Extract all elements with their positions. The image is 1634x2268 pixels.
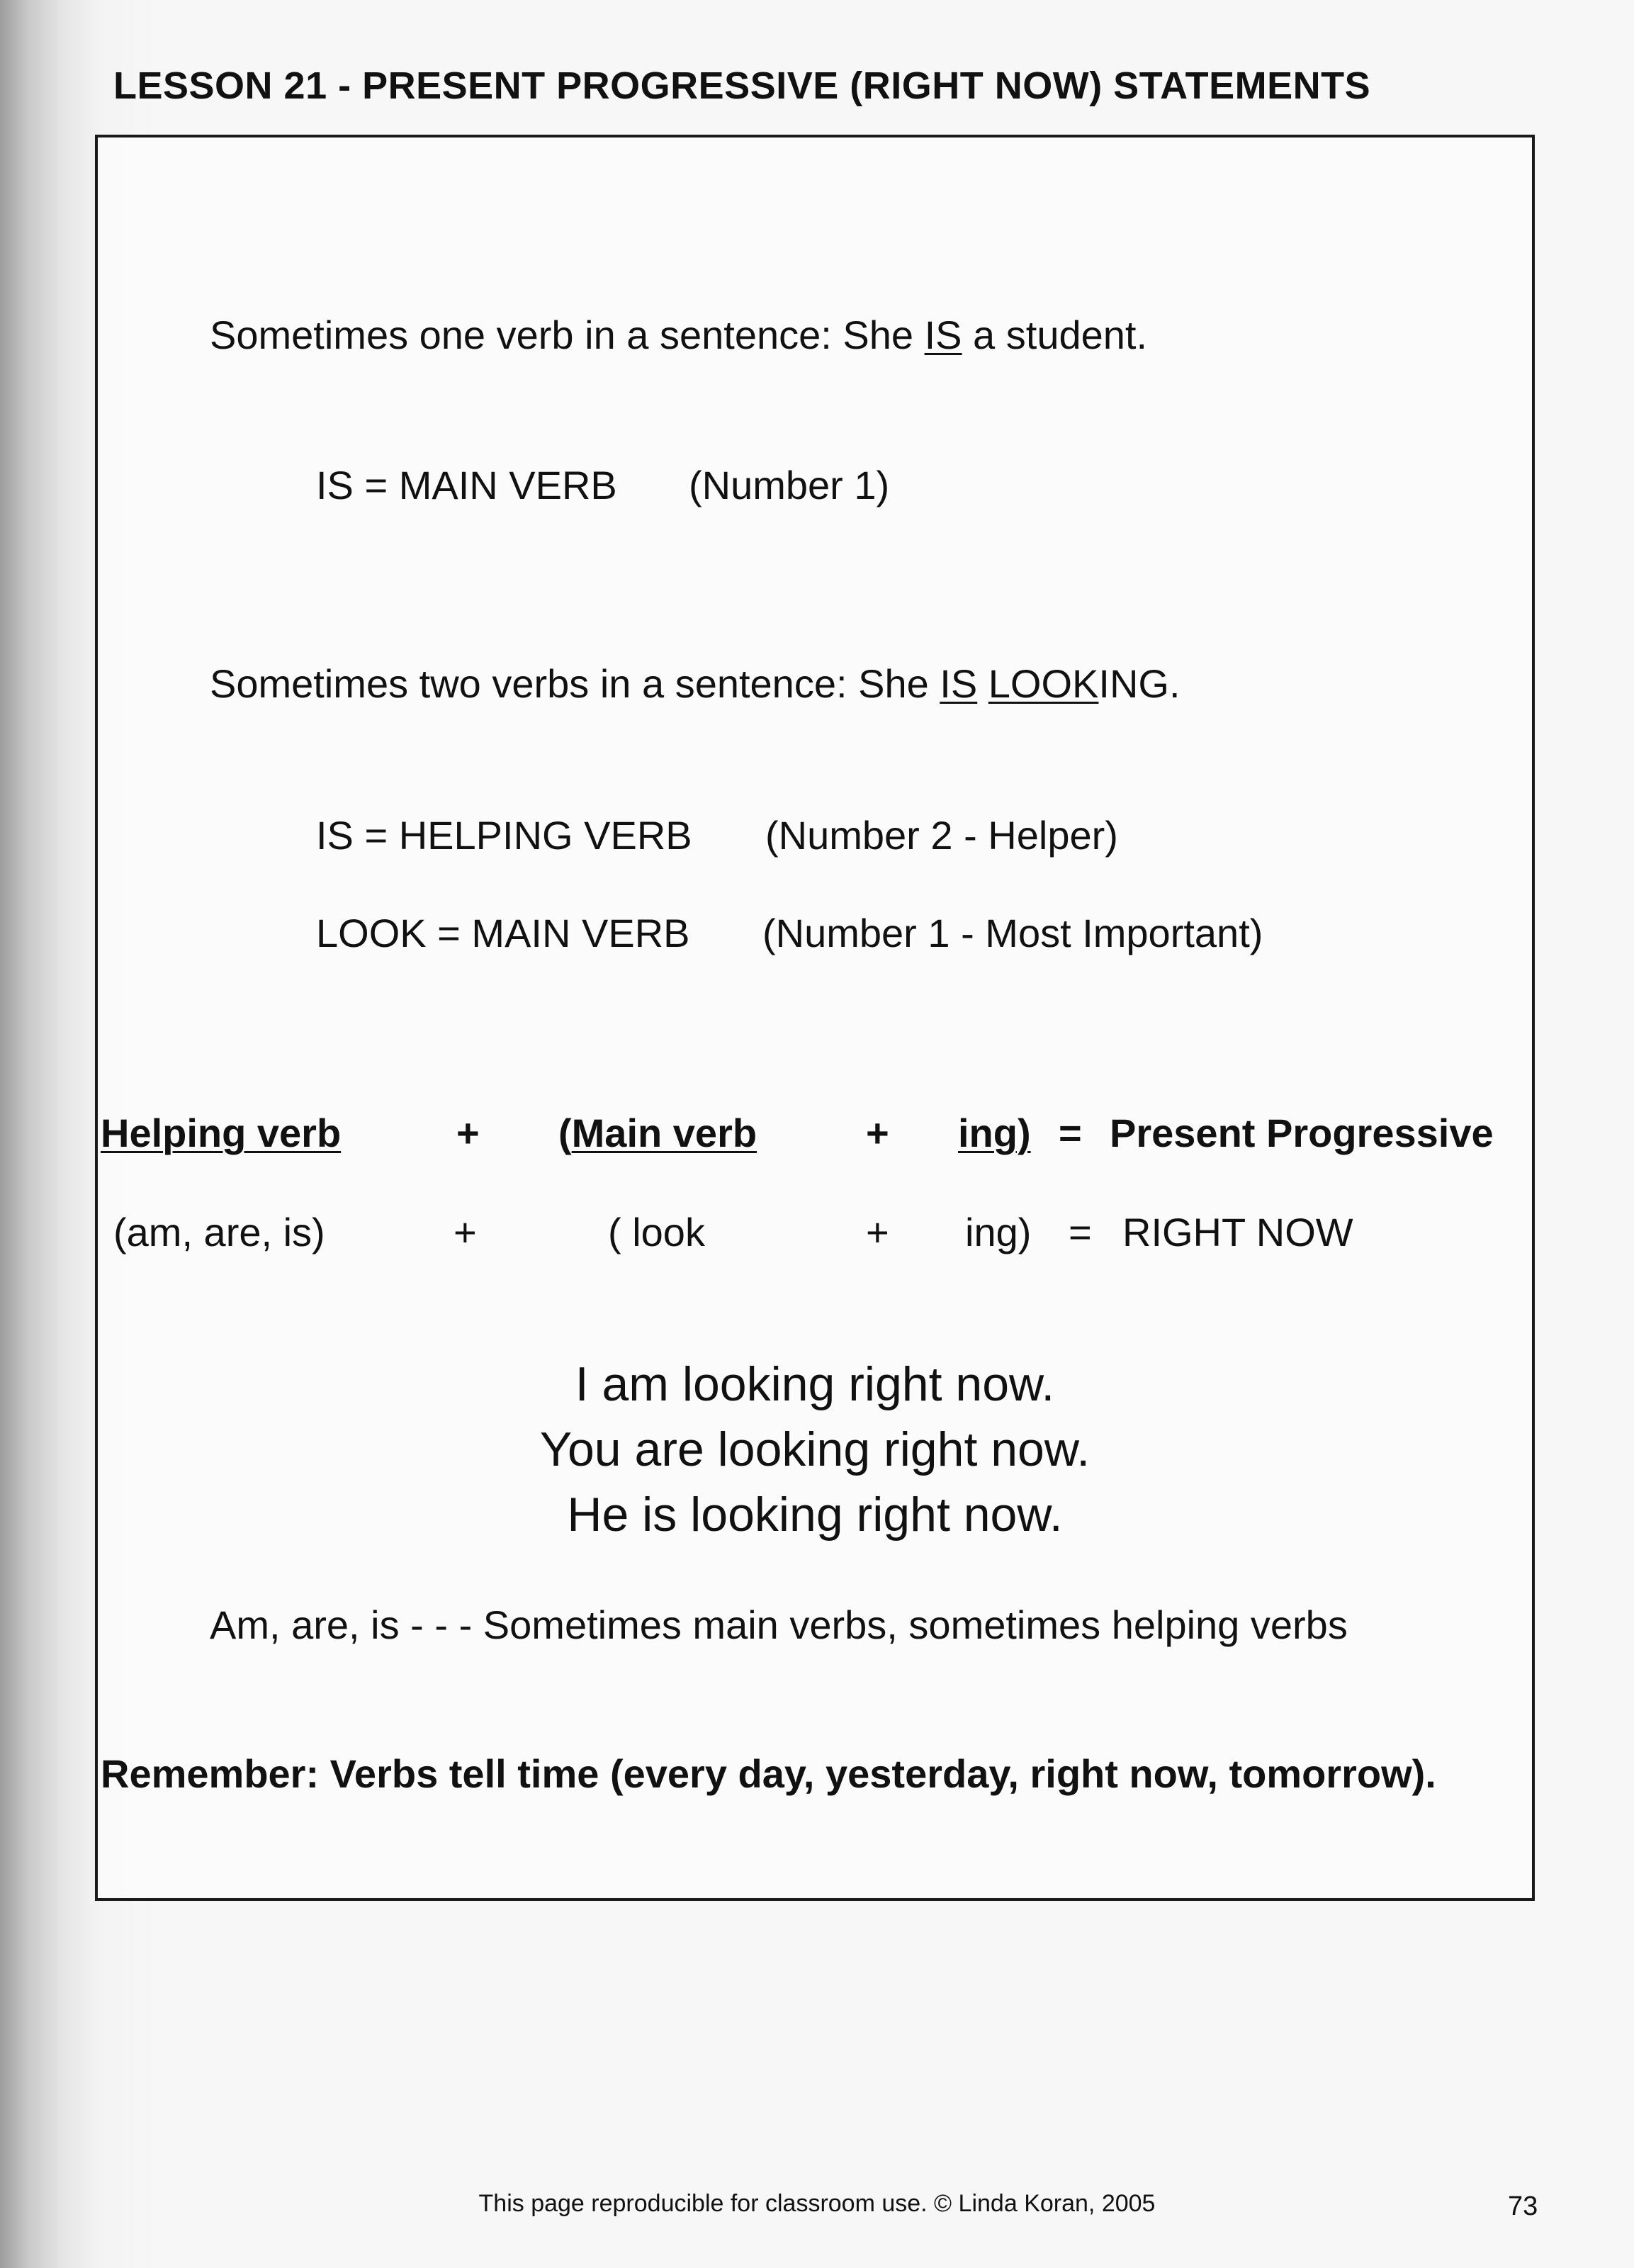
formula-ing: ing) xyxy=(958,1111,1031,1155)
one-verb-suffix: a student. xyxy=(962,313,1148,357)
formula-main-verb-text: Main verb xyxy=(571,1111,757,1155)
formula-main-verb: (Main verb xyxy=(558,1111,757,1155)
example-verb: ( look xyxy=(608,1210,705,1254)
formula-equals: = xyxy=(1059,1111,1082,1155)
remember-note: Remember: Verbs tell time (every day, yesterday, right now, tomorrow). xyxy=(101,1751,1436,1796)
sentence-3: He is looking right now. xyxy=(567,1487,1063,1542)
page-title: LESSON 21 - PRESENT PROGRESSIVE (RIGHT NOW) STATEMENTS xyxy=(113,64,1371,107)
sentence-2: You are looking right now. xyxy=(539,1422,1091,1476)
formula-plus-2: + xyxy=(866,1111,889,1155)
helping-verb-label: IS = HELPING VERB xyxy=(316,813,692,858)
main-verb-note: (Number 1) xyxy=(689,463,890,507)
two-verbs-underlined-is: IS xyxy=(940,661,978,706)
main-verb-label: IS = MAIN VERB xyxy=(316,463,617,507)
helping-verb-note: (Number 2 - Helper) xyxy=(765,813,1118,858)
sentence-1: I am looking right now. xyxy=(575,1357,1055,1411)
one-verb-underlined: IS xyxy=(924,313,962,357)
one-verb-sentence xyxy=(210,312,1147,358)
formula-result: Present Progressive xyxy=(1110,1111,1494,1155)
example-equals: = xyxy=(1069,1210,1092,1254)
formula-helping-verb: Helping verb xyxy=(101,1111,342,1155)
am-are-is-note: Am, are, is - - - Sometimes main verbs, sometimes helping verbs xyxy=(210,1602,1348,1647)
one-verb-prefix: Sometimes one verb in a sentence: She xyxy=(210,313,925,357)
example-helpers: (am, are, is) xyxy=(113,1210,325,1254)
formula-plus-1: + xyxy=(456,1111,480,1155)
page-number: 73 xyxy=(1508,2191,1538,2221)
look-main-verb-note: (Number 1 - Most Important) xyxy=(762,911,1263,955)
footer-copyright: This page reproducible for classroom use. © Linda Koran, 2005 xyxy=(478,2190,1156,2217)
two-verbs-space xyxy=(977,661,988,706)
two-verbs-prefix: Sometimes two verbs in a sentence: She xyxy=(210,661,940,706)
two-verbs-sentence xyxy=(210,661,1181,707)
look-main-verb-label: LOOK = MAIN VERB xyxy=(316,911,690,955)
two-verbs-underlined-look: LOOK xyxy=(988,661,1099,706)
example-plus-1: + xyxy=(453,1210,477,1254)
example-ing: ing) xyxy=(965,1210,1032,1254)
two-verbs-suffix: ING. xyxy=(1098,661,1181,706)
example-plus-2: + xyxy=(866,1210,889,1254)
example-sentences xyxy=(95,1352,1535,1547)
example-result: RIGHT NOW xyxy=(1122,1210,1353,1254)
